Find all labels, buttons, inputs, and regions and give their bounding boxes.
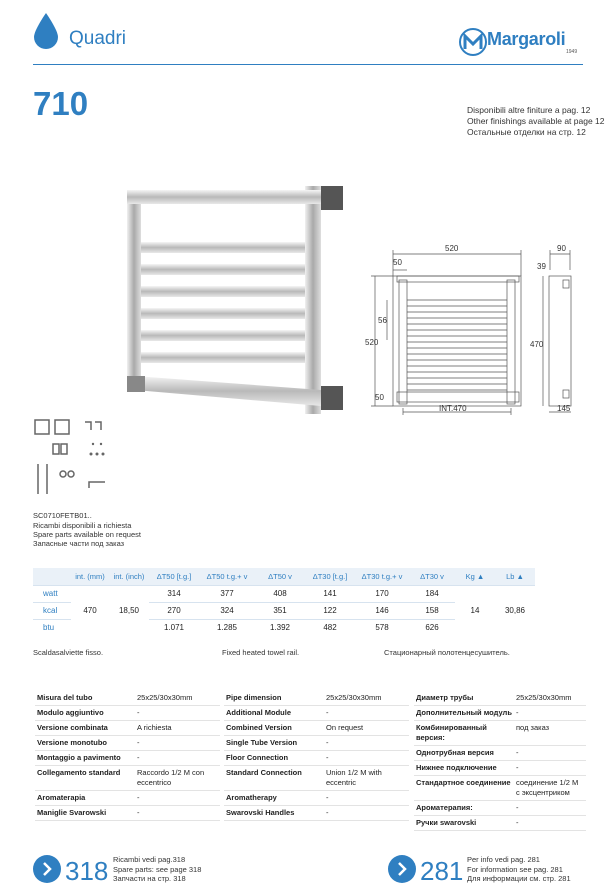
spec-row xyxy=(35,706,220,721)
spec-value: - xyxy=(324,706,409,721)
spec-table-en xyxy=(224,691,409,821)
dim-side-base: 145 xyxy=(557,404,571,413)
spec-row xyxy=(224,736,409,751)
model-number: 710 xyxy=(33,85,89,122)
spec-value: - xyxy=(514,706,586,721)
col-lb: Lb ▲ xyxy=(495,568,535,585)
technical-drawing xyxy=(363,240,583,420)
cell: 146 xyxy=(355,602,409,619)
cell: 158 xyxy=(409,602,455,619)
spec-key: Collegamento standard xyxy=(35,766,135,791)
spec-row xyxy=(224,766,409,791)
towel-rail-photo xyxy=(115,180,350,420)
row-label: kcal xyxy=(33,602,71,619)
cell: 482 xyxy=(305,619,355,636)
dim-depth: 90 xyxy=(557,244,566,253)
spec-key: Диаметр трубы xyxy=(414,691,514,706)
thermal-output-table xyxy=(33,568,535,636)
spec-table-it xyxy=(35,691,220,821)
description-en: Fixed heated towel rail. xyxy=(222,648,300,657)
spec-row xyxy=(224,721,409,736)
spec-key: Дополнительный модуль xyxy=(414,706,514,721)
row-label: btu xyxy=(33,619,71,636)
spec-key: Нижнее подключение xyxy=(414,761,514,776)
chevron-right-icon xyxy=(33,855,61,883)
spec-row xyxy=(35,806,220,821)
spec-row xyxy=(414,706,586,721)
spec-row xyxy=(414,691,586,706)
margaroli-logo-icon xyxy=(459,28,487,56)
spec-value: - xyxy=(135,806,220,821)
spec-key: Aromatherapy xyxy=(224,791,324,806)
page-link-281-button[interactable] xyxy=(388,855,416,883)
spec-row xyxy=(35,736,220,751)
spec-row xyxy=(224,706,409,721)
spec-value: - xyxy=(324,751,409,766)
cell: 1.392 xyxy=(255,619,305,636)
cell: 170 xyxy=(355,585,409,602)
weight-icon: ▲ xyxy=(516,571,524,581)
cell: 324 xyxy=(199,602,255,619)
spec-row xyxy=(414,721,586,746)
col-kg: Kg ▲ xyxy=(455,568,495,585)
spec-row xyxy=(224,806,409,821)
spec-row xyxy=(224,751,409,766)
water-drop-icon xyxy=(33,12,59,50)
cell: 578 xyxy=(355,619,409,636)
spec-row xyxy=(35,721,220,736)
spare-parts-en: Spare parts available on request xyxy=(33,530,141,539)
description-ru: Стационарный полотенцесушитель. xyxy=(384,648,510,657)
spec-key: Стандартное соединение xyxy=(414,776,514,801)
dim-inter-axis: INT.470 xyxy=(439,404,467,413)
spec-value: соединение 1/2 M с эксцентриком xyxy=(514,776,586,801)
table-header-row xyxy=(33,568,535,585)
spec-key: Modulo aggiuntivo xyxy=(35,706,135,721)
dim-height: 520 xyxy=(365,338,379,347)
brand-name: Margaroli xyxy=(487,29,566,49)
spec-value: - xyxy=(135,736,220,751)
spec-key: Additional Module xyxy=(224,706,324,721)
spec-key: Misura del tubo xyxy=(35,691,135,706)
int-mm-value: 470 xyxy=(71,585,109,636)
spec-row xyxy=(35,691,220,706)
spec-row xyxy=(35,791,220,806)
spec-value: - xyxy=(324,791,409,806)
col-int-mm: int. (mm) xyxy=(71,568,109,585)
spec-row xyxy=(35,766,220,791)
spare-parts-reference: Ricambi vedi pag.318 Spare parts: see page 318 Запчасти на стр. 318 xyxy=(113,855,202,883)
cell: 408 xyxy=(255,585,305,602)
col-dt50-tgv: ΔT50 t.g.+ v xyxy=(199,568,255,585)
table-row xyxy=(33,585,535,602)
page-link-318-button[interactable] xyxy=(33,855,61,883)
spec-value: 25x25/30x30mm xyxy=(135,691,220,706)
spec-row xyxy=(414,761,586,776)
spec-key: Maniglie Svarowski xyxy=(35,806,135,821)
spec-row xyxy=(414,801,586,816)
spec-value: A richiesta xyxy=(135,721,220,736)
cell: 626 xyxy=(409,619,455,636)
col-dt30-tgv: ΔT30 t.g.+ v xyxy=(355,568,409,585)
spec-value: - xyxy=(514,761,586,776)
spec-key: Floor Connection xyxy=(224,751,324,766)
cell: 122 xyxy=(305,602,355,619)
spec-value: 25x25/30x30mm xyxy=(324,691,409,706)
spare-parts-ru: Запасные части под заказ xyxy=(33,539,125,548)
page-number-318[interactable]: 318 xyxy=(65,856,109,886)
spec-row xyxy=(35,751,220,766)
spec-value: под заказ xyxy=(514,721,586,746)
spec-row xyxy=(414,816,586,831)
spec-row xyxy=(224,791,409,806)
spec-value: - xyxy=(135,706,220,721)
spec-value: - xyxy=(514,801,586,816)
row-label: watt xyxy=(33,585,71,602)
page-number-281[interactable]: 281 xyxy=(420,856,464,886)
finishings-en: Other finishings available at page 12 xyxy=(467,116,605,126)
spec-row xyxy=(414,776,586,801)
spare-parts-it: Ricambi disponibili a richiesta xyxy=(33,521,132,530)
dim-bar-spacing: 56 xyxy=(378,316,387,325)
dim-width: 520 xyxy=(445,244,459,253)
col-dt30-tg: ΔT30 [t.g.] xyxy=(305,568,355,585)
spec-value: 25x25/30x30mm xyxy=(514,691,586,706)
cell: 1.071 xyxy=(149,619,199,636)
spec-value: Union 1/2 M with eccentric xyxy=(324,766,409,791)
cell: 377 xyxy=(199,585,255,602)
spec-key: Versione monotubo xyxy=(35,736,135,751)
description-it: Scaldasalviette fisso. xyxy=(33,648,104,657)
weight-icon: ▲ xyxy=(476,571,485,581)
info-reference: Per info vedi pag. 281 For information see pag. 281 Для информации см. стр. 281 xyxy=(467,855,571,883)
dim-top-margin: 50 xyxy=(393,258,402,267)
spare-parts-kit-icon xyxy=(33,418,113,503)
spec-value: - xyxy=(514,816,586,831)
spare-parts-code: SC0710FETB01.. xyxy=(33,511,92,520)
spec-key: Pipe dimension xyxy=(224,691,324,706)
spec-row xyxy=(414,746,586,761)
spec-value: - xyxy=(514,746,586,761)
dim-side-height: 470 xyxy=(530,340,544,349)
spec-key: Swarovski Handles xyxy=(224,806,324,821)
spec-key: Aromaterapia xyxy=(35,791,135,806)
brand-year: 1949 xyxy=(566,49,578,55)
spec-value: - xyxy=(135,791,220,806)
spec-key: Ароматерапия: xyxy=(414,801,514,816)
col-dt50-v: ΔT50 v xyxy=(255,568,305,585)
spec-key: Ручки swarovski xyxy=(414,816,514,831)
spec-value: - xyxy=(324,806,409,821)
cell: 351 xyxy=(255,602,305,619)
lb-value: 30,86 xyxy=(495,585,535,636)
spec-value: - xyxy=(135,751,220,766)
spec-key: Combined Version xyxy=(224,721,324,736)
int-inch-value: 18,50 xyxy=(109,585,149,636)
spec-key: Однотрубная версия xyxy=(414,746,514,761)
kg-value: 14 xyxy=(455,585,495,636)
spec-key: Single Tube Version xyxy=(224,736,324,751)
cell: 270 xyxy=(149,602,199,619)
spec-key: Versione combinata xyxy=(35,721,135,736)
cell: 314 xyxy=(149,585,199,602)
col-dt50-tg: ΔT50 [t.g.] xyxy=(149,568,199,585)
spec-key: Комбинированный версия: xyxy=(414,721,514,746)
finishings-it: Disponibili altre finiture a pag. 12 xyxy=(467,105,591,115)
spec-value: Raccordo 1/2 M con eccentrico xyxy=(135,766,220,791)
series-title: Quadri xyxy=(69,28,127,49)
cell: 141 xyxy=(305,585,355,602)
col-int-inch: int. (inch) xyxy=(109,568,149,585)
spec-value: On request xyxy=(324,721,409,736)
finishings-ru: Остальные отделки на стр. 12 xyxy=(467,127,586,137)
header-divider xyxy=(33,64,583,65)
dim-side-top: 39 xyxy=(537,262,546,271)
col-dt30-v: ΔT30 v xyxy=(409,568,455,585)
chevron-right-icon xyxy=(388,855,416,883)
spec-table-ru xyxy=(414,691,586,831)
spec-key: Montaggio a pavimento xyxy=(35,751,135,766)
spec-key: Standard Connection xyxy=(224,766,324,791)
spec-row xyxy=(224,691,409,706)
cell: 184 xyxy=(409,585,455,602)
dim-bottom-margin: 50 xyxy=(375,393,384,402)
cell: 1.285 xyxy=(199,619,255,636)
spec-value: - xyxy=(324,736,409,751)
